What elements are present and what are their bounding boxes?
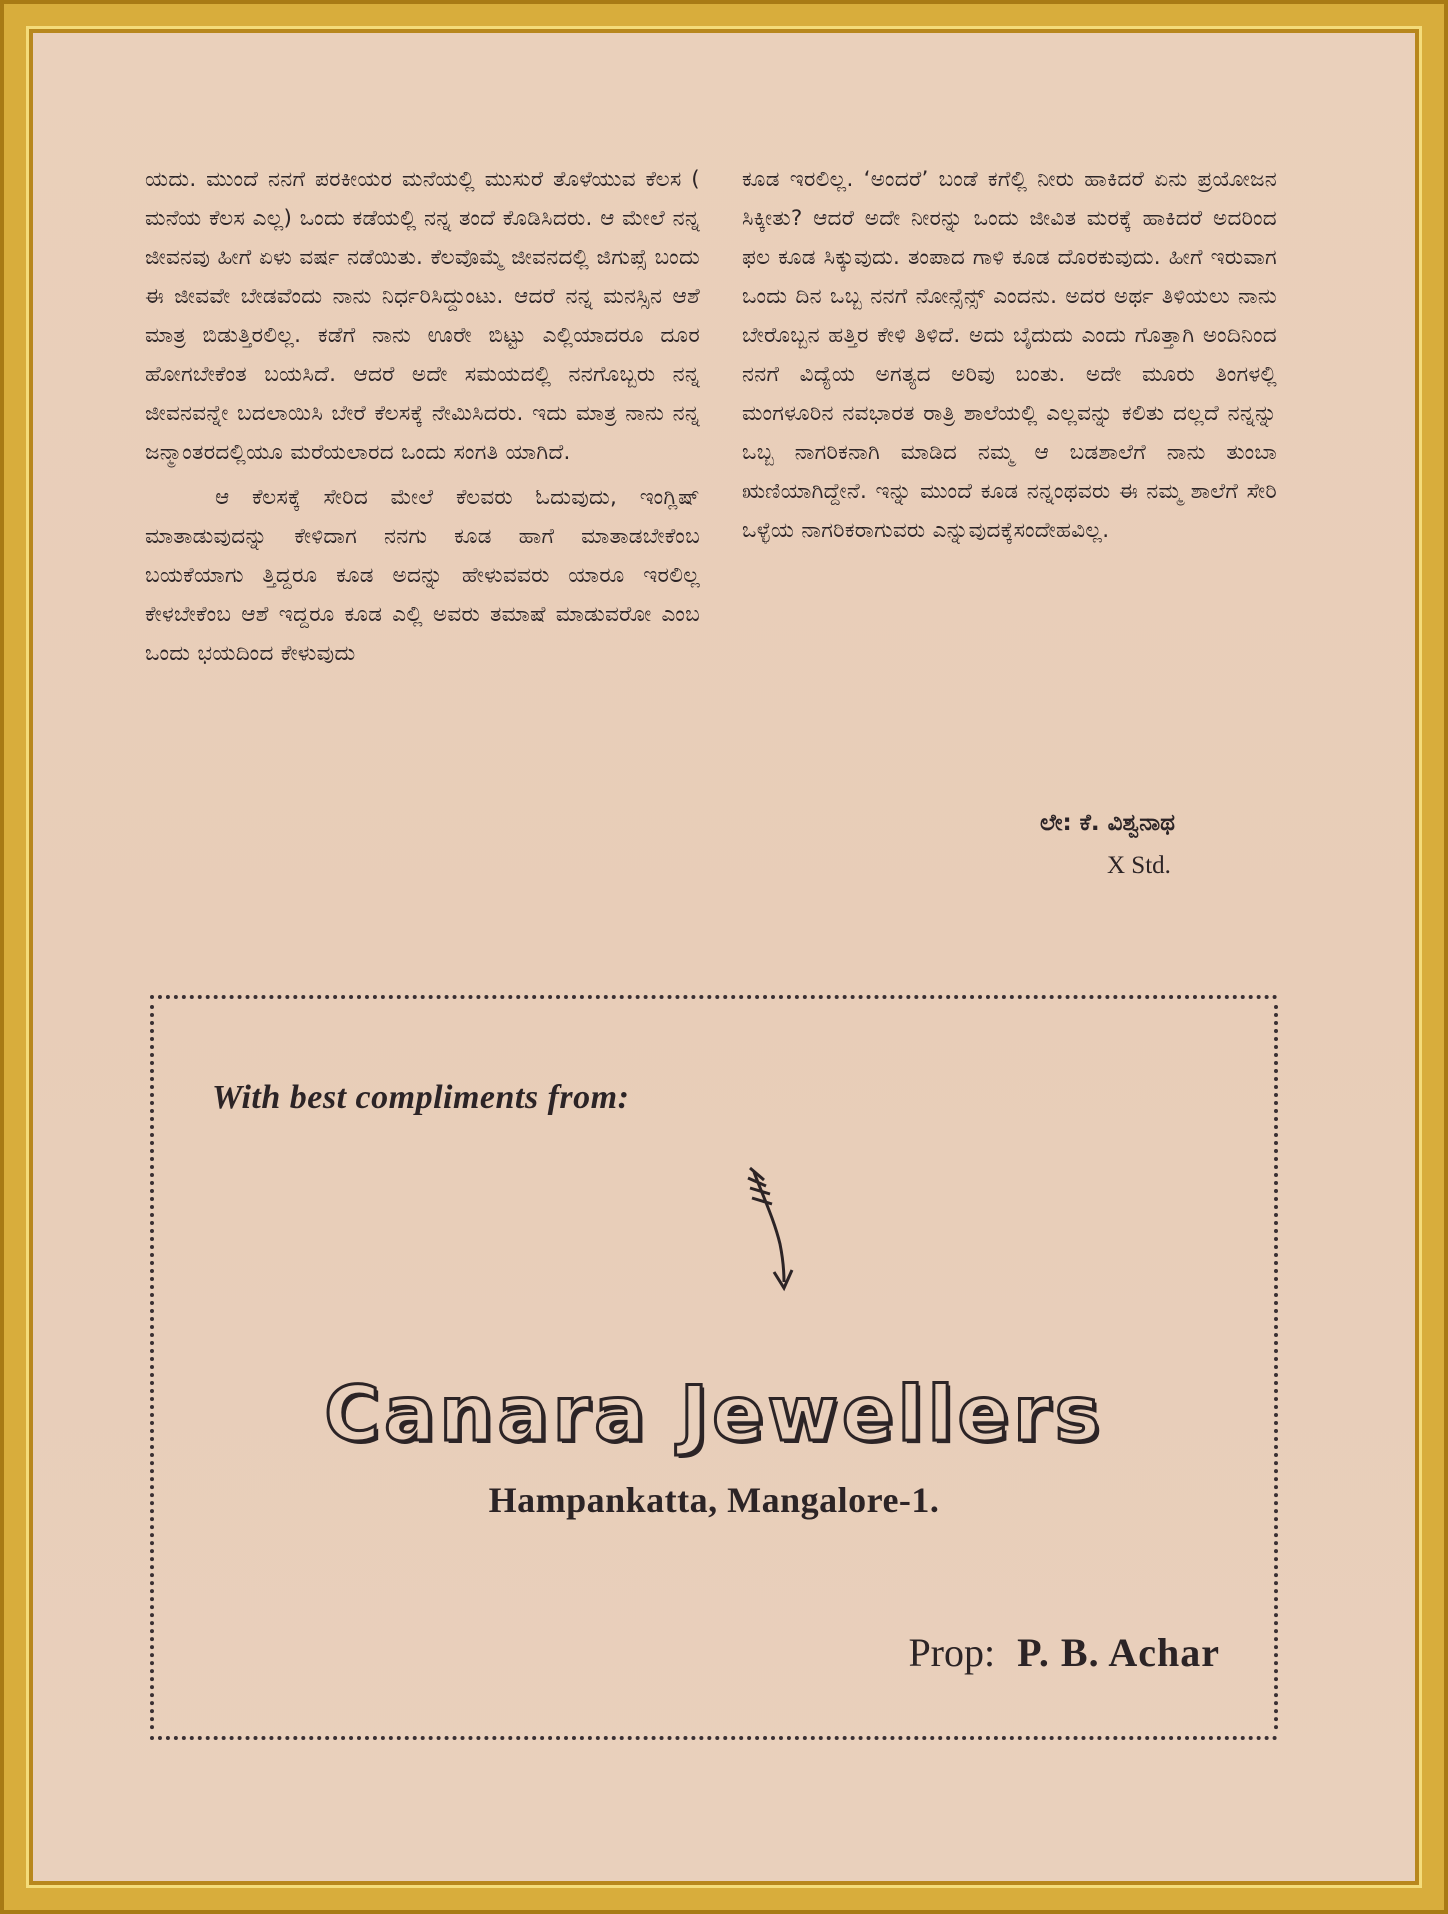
- compliments-text: With best compliments from:: [212, 1079, 630, 1116]
- article-paragraph: ಯದು. ಮುಂದೆ ನನಗೆ ಪರಕೀಯರ ಮನೆಯಲ್ಲಿ ಮುಸುರೆ ತೊಳೆಯುವ ಕೆಲಸ ( ಮನೆಯ ಕೆಲಸ ಎಲ್ಲ) ಒಂದು ಕಡೆಯಲ್ಲಿ ನನ್ನ ತಂದೆ ಕೊಡಿಸಿದರು. ಆ ಮೇಲೆ ನನ್ನ ಜೀವನವು ಹೀಗೆ ಏಳು ವರ್ಷ ನಡೆಯಿತು. ಕೆಲವೊಮ್ಮೆ ಜೀವನದಲ್ಲಿ ಜಿಗುಪ್ಸೆ ಬಂದು ಈ ಜೀವವೇ ಬೇಡವೆಂದು ನಾನು ನಿರ್ಧರಿಸಿದ್ದುಂಟು. ಆದರೆ ನನ್ನ ಮನಸ್ಸಿನ ಆಶೆ ಮಾತ್ರ ಬಿಡುತ್ತಿರಲಿಲ್ಲ. ಕಡೆಗೆ ನಾನು ಊರೇ ಬಿಟ್ಟು ಎಲ್ಲಿಯಾದರೂ ದೂರ ಹೋಗಬೇಕೆಂತ ಬಯಸಿದೆ. ಆದರೆ ಅದೇ ಸಮಯದಲ್ಲಿ ನನಗೊಬ್ಬರು ನನ್ನ ಜೀವನವನ್ನೇ ಬದಲಾಯಿಸಿ ಬೇರೆ ಕೆಲಸಕ್ಕೆ ನೇಮಿಸಿದರು. ಇದು ಮಾತ್ರ ನಾನು ನನ್ನ ಜನ್ಮಾಂತರದಲ್ಲಿಯೂ ಮರೆಯಲಾರದ ಒಂದು ಸಂಗತಿ ಯಾಗಿದೆ.: [145, 167, 700, 465]
- shop-name: Canara Jewellers: [324, 1369, 1104, 1458]
- article-paragraph: ಕೂಡ ಇರಲಿಲ್ಲ. ‘ಅಂದರೆ’ ಬಂಡೆ ಕಗೆಲ್ಲಿ ನೀರು ಹಾಕಿದರೆ ಏನು ಪ್ರಯೋಜನ ಸಿಕ್ಕೀತು? ಆದರೆ ಅದೇ ನೀರನ್ನು ಒಂದು ಜೀವಿತ ಮರಕ್ಕೆ ಹಾಕಿದರೆ ಅದರಿಂದ ಫಲ ಕೂಡ ಸಿಕ್ಕುವುದು. ತಂಪಾದ ಗಾಳಿ ಕೂಡ ದೊರಕುವುದು. ಹೀಗೆ ಇರುವಾಗ ಒಂದು ದಿನ ಒಬ್ಬ ನನಗೆ ನೋನ್ಸೆನ್ಸ್ ಎಂದನು. ಅದರ ಅರ್ಥ ತಿಳಿಯಲು ನಾನು ಬೇರೊಬ್ಬನ ಹತ್ತಿರ ಕೇಳಿ ತಿಳಿದೆ. ಅದು ಬೈದುದು ಎಂದು ಗೊತ್ತಾಗಿ ಅಂದಿನಿಂದ ನನಗೆ ವಿದ್ಯೆಯ ಅಗತ್ಯದ ಅರಿವು ಬಂತು. ಅದೇ ಮೂರು ತಿಂಗಳಲ್ಲಿ ಮಂಗಳೂರಿನ ನವಭಾರತ ರಾತ್ರಿ ಶಾಲೆಯಲ್ಲಿ ಎಲ್ಲವನ್ನು ಕಲಿತು ದಲ್ಲದೆ ನನ್ನನ್ನು ಒಬ್ಬ ನಾಗರಿಕನಾಗಿ ಮಾಡಿದ ನಮ್ಮ ಆ ಬಡಶಾಲೆಗೆ ನಾನು ತುಂಬಾ ಋಣಿಯಾಗಿದ್ದೇನೆ. ಇನ್ನು ಮುಂದೆ ಕೂಡ ನನ್ನಂಥವರು ಈ ನಮ್ಮ ಶಾಲೆಗೆ ಸೇರಿ ಒಳ್ಳೆಯ ನಾಗರಿಕರಾಗುವರು ಎನ್ನುವುದಕ್ಕೆಸಂದೇಹವಿಲ್ಲ.: [742, 167, 1277, 543]
- article-right-column: [742, 160, 1277, 550]
- curved-arrow-icon: [740, 1164, 800, 1294]
- advertisement-box: [150, 995, 1278, 1740]
- proprietor-line: [908, 1629, 1220, 1676]
- article-paragraph: ಆ ಕೆಲಸಕ್ಕೆ ಸೇರಿದ ಮೇಲೆ ಕೆಲವರು ಓದುವುದು, ಇಂಗ್ಲಿಷ್ ಮಾತಾಡುವುದನ್ನು ಕೇಳಿದಾಗ ನನಗು ಕೂಡ ಹಾಗೆ ಮಾತಾಡಬೇಕೆಂಬ ಬಯಕೆಯಾಗು ತ್ತಿದ್ದರೂ ಕೂಡ ಅದನ್ನು ಹೇಳುವವರು ಯಾರೂ ಇರಲಿಲ್ಲ ಕೇಳಬೇಕೆಂಬ ಆಶೆ ಇದ್ದರೂ ಕೂಡ ಎಲ್ಲಿ ಅವರು ತಮಾಷೆ ಮಾಡುವರೋ ಎಂಬ ಒಂದು ಭಯದಿಂದ ಕೇಳುವುದು: [145, 485, 700, 666]
- author-byline: ಲೇ: ಕೆ. ವಿಶ್ವನಾಥ: [1040, 810, 1175, 836]
- proprietor-name: P. B. Achar: [1017, 1630, 1220, 1675]
- shop-address: Hampankatta, Mangalore-1.: [488, 1480, 940, 1520]
- author-class: X Std.: [1107, 852, 1171, 879]
- article-left-column: [145, 160, 700, 673]
- proprietor-label: Prop:: [908, 1630, 996, 1675]
